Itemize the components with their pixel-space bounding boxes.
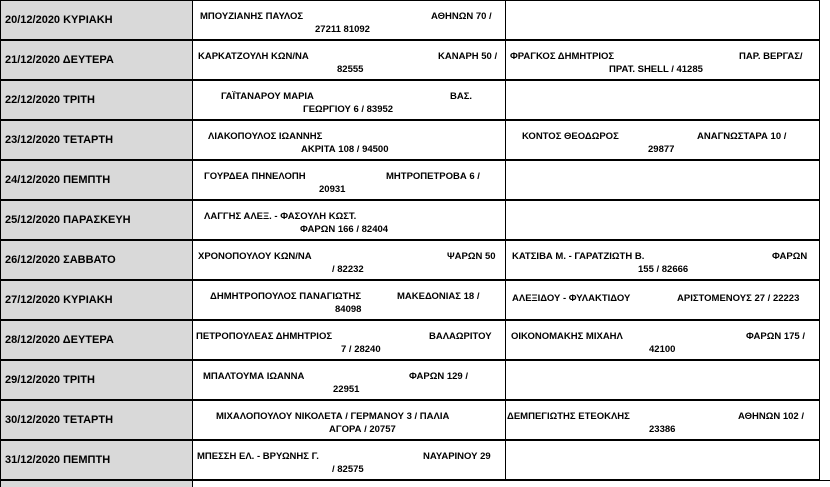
pharmacy-cell-1[interactable] bbox=[193, 440, 506, 480]
pharmacy-address: ΑΘΗΝΩΝ 70 / bbox=[431, 11, 492, 22]
table-row bbox=[0, 120, 830, 160]
pharmacy-name: ΓΑΪΤΑΝΑΡΟΥ ΜΑΡΙΑ bbox=[221, 91, 314, 102]
date-cell[interactable]: 27/12/2020 ΚΥΡΙΑΚΗ bbox=[0, 280, 193, 320]
pharmacy-cell-1[interactable] bbox=[193, 400, 506, 440]
pharmacy-name: ΚΟΝΤΟΣ ΘΕΟΔΩΡΟΣ bbox=[522, 131, 619, 142]
pharmacy-name: ΟΙΚΟΝΟΜΑΚΗΣ ΜΙΧΑΗΛ bbox=[511, 331, 623, 342]
pharmacy-cell-1[interactable] bbox=[193, 120, 506, 160]
pharmacy-phone: 27211 81092 bbox=[315, 24, 370, 35]
pharmacy-phone: 84098 bbox=[335, 304, 362, 315]
pharmacy-name: ΜΠΟΥΖΙΑΝΗΣ ΠΑΥΛΟΣ bbox=[200, 11, 304, 22]
pharmacy-name: ΧΡΟΝΟΠΟΥΛΟΥ ΚΩΝ/ΝΑ bbox=[198, 251, 312, 262]
pharmacy-address: ΚΑΝΑΡΗ 50 / bbox=[438, 51, 498, 62]
pharmacy-cell-2[interactable] bbox=[506, 80, 820, 120]
pharmacy-cell-1[interactable] bbox=[193, 200, 506, 240]
table-row bbox=[0, 200, 830, 240]
pharmacy-phone: ΑΚΡΙΤΑ 108 / 94500 bbox=[301, 144, 389, 155]
pharmacy-address: ΒΑΛΑΩΡΙΤΟΥ bbox=[429, 331, 492, 342]
pharmacy-phone: 7 / 28240 bbox=[341, 344, 381, 355]
pharmacy-phone: ΦΑΡΩΝ 166 / 82404 bbox=[300, 224, 389, 235]
pharmacy-cell-2[interactable] bbox=[506, 40, 820, 80]
table-row bbox=[0, 280, 830, 320]
pharmacy-name: ΚΑΡΚΑΤΖΟΥΛΗ ΚΩΝ/ΝΑ bbox=[198, 51, 309, 62]
date-cell[interactable]: 31/12/2020 ΠΕΜΠΤΗ bbox=[0, 440, 193, 480]
pharmacy-name: ΛΑΓΓΗΣ ΑΛΕΞ. - ΦΑΣΟΥΛΗ ΚΩΣΤ. bbox=[204, 211, 357, 222]
pharmacy-address: ΦΑΡΩΝ 175 / bbox=[746, 331, 805, 342]
pharmacy-phone: 42100 bbox=[649, 344, 676, 355]
table-row bbox=[0, 160, 830, 200]
date-cell[interactable]: 28/12/2020 ΔΕΥΤΕΡΑ bbox=[0, 320, 193, 360]
pharmacy-phone: ΑΓΟΡΑ / 20757 bbox=[329, 424, 396, 435]
pharmacy-address: ΦΑΡΩΝ bbox=[772, 251, 808, 262]
date-cell[interactable]: 20/12/2020 ΚΥΡΙΑΚΗ bbox=[0, 0, 193, 40]
pharmacy-address: ΑΘΗΝΩΝ 102 / bbox=[738, 411, 804, 422]
pharmacy-cell-1[interactable] bbox=[193, 160, 506, 200]
pharmacy-address: ΜΑΚΕΔΟΝΙΑΣ 18 / bbox=[397, 291, 480, 302]
pharmacy-address: ΜΗΤΡΟΠΕΤΡΟΒΑ 6 / bbox=[386, 171, 480, 182]
pharmacy-address: ΑΡΙΣΤΟΜΕΝΟΥΣ 27 / 22223 bbox=[677, 293, 800, 304]
date-cell[interactable]: 29/12/2020 ΤΡΙΤΗ bbox=[0, 360, 193, 400]
pharmacy-cell-1[interactable] bbox=[193, 40, 506, 80]
date-cell[interactable]: 25/12/2020 ΠΑΡΑΣΚΕΥΗ bbox=[0, 200, 193, 240]
date-cell[interactable]: 24/12/2020 ΠΕΜΠΤΗ bbox=[0, 160, 193, 200]
pharmacy-cell-2[interactable] bbox=[506, 280, 820, 320]
table-row bbox=[0, 440, 830, 480]
pharmacy-name: ΜΙΧΑΛΟΠΟΥΛΟΥ ΝΙΚΟΛΕΤΑ / ΓΕΡΜΑΝΟΥ 3 / ΠΑΛΙΑ bbox=[216, 411, 450, 422]
pharmacy-name: ΓΟΥΡΔΕΑ ΠΗΝΕΛΟΠΗ bbox=[204, 171, 306, 182]
pharmacy-address: ΦΑΡΩΝ 129 / bbox=[409, 371, 468, 382]
pharmacy-cell-2[interactable] bbox=[506, 120, 820, 160]
pharmacy-phone: ΓΕΩΡΓΙΟΥ 6 / 83952 bbox=[303, 104, 394, 115]
table-row bbox=[0, 40, 830, 80]
pharmacy-phone: 29877 bbox=[648, 144, 675, 155]
pharmacy-name: ΑΛΕΞΙΔΟΥ - ΦΥΛΑΚΤΙΔΟΥ bbox=[512, 293, 631, 304]
pharmacy-phone: 82555 bbox=[337, 64, 364, 75]
pharmacy-name: ΛΙΑΚΟΠΟΥΛΟΣ ΙΩΑΝΝΗΣ bbox=[208, 131, 323, 142]
pharmacy-cell-1[interactable] bbox=[193, 320, 506, 360]
table-row bbox=[0, 320, 830, 360]
pharmacy-cell-2[interactable] bbox=[506, 240, 820, 280]
pharmacy-cell-2[interactable] bbox=[506, 0, 820, 40]
pharmacy-name: ΚΑΤΣΙΒΑ Μ. - ΓΑΡΑΤΖΙΩΤΗ Β. bbox=[512, 251, 645, 262]
pharmacy-cell-2[interactable] bbox=[506, 320, 820, 360]
pharmacy-phone: / 82575 bbox=[332, 464, 364, 475]
table-row bbox=[0, 80, 830, 120]
pharmacy-name: ΜΠΑΛΤΟΥΜΑ ΙΩΑΝΝΑ bbox=[203, 371, 305, 382]
pharmacy-name: ΔΕΜΠΕΓΙΩΤΗΣ ΕΤΕΟΚΛΗΣ bbox=[507, 411, 630, 422]
table-row bbox=[0, 360, 830, 400]
pharmacy-cell-1[interactable] bbox=[193, 240, 506, 280]
pharmacy-phone: 22951 bbox=[333, 384, 360, 395]
pharmacy-phone: 20931 bbox=[319, 184, 346, 195]
pharmacy-cell-1[interactable] bbox=[193, 0, 506, 40]
pharmacy-cell-1[interactable] bbox=[193, 80, 506, 120]
pharmacy-cell-2[interactable] bbox=[506, 160, 820, 200]
pharmacy-name: ΠΕΤΡΟΠΟΥΛΕΑΣ ΔΗΜΗΤΡΙΟΣ bbox=[196, 331, 333, 342]
date-cell[interactable]: 21/12/2020 ΔΕΥΤΕΡΑ bbox=[0, 40, 193, 80]
date-cell[interactable]: 23/12/2020 ΤΕΤΑΡΤΗ bbox=[0, 120, 193, 160]
pharmacy-cell-1[interactable] bbox=[193, 360, 506, 400]
pharmacy-cell-2[interactable] bbox=[506, 400, 820, 440]
date-cell[interactable]: 30/12/2020 ΤΕΤΑΡΤΗ bbox=[0, 400, 193, 440]
table-row bbox=[0, 0, 830, 40]
table-row bbox=[0, 400, 830, 440]
pharmacy-phone: 155 / 82666 bbox=[638, 264, 689, 275]
pharmacy-address: ΠΑΡ. ΒΕΡΓΑΣ/ bbox=[739, 51, 803, 62]
pharmacy-name: ΜΠΕΣΣΗ ΕΛ. - ΒΡΥΩΝΗΣ Γ. bbox=[197, 451, 319, 462]
pharmacy-name: ΦΡΑΓΚΟΣ ΔΗΜΗΤΡΙΟΣ bbox=[510, 51, 615, 62]
pharmacy-cell-2[interactable] bbox=[506, 440, 820, 480]
date-cell[interactable]: 22/12/2020 ΤΡΙΤΗ bbox=[0, 80, 193, 120]
pharmacy-address: ΨΑΡΩΝ 50 bbox=[447, 251, 496, 262]
pharmacy-cell-1[interactable] bbox=[193, 280, 506, 320]
table-row bbox=[0, 240, 830, 280]
next-row-border bbox=[0, 480, 830, 487]
pharmacy-name: ΔΗΜΗΤΡΟΠΟΥΛΟΣ ΠΑΝΑΓΙΩΤΗΣ bbox=[210, 291, 362, 302]
pharmacy-phone: / 82232 bbox=[332, 264, 364, 275]
pharmacy-address: ΑΝΑΓΝΩΣΤΑΡΑ 10 / bbox=[697, 131, 787, 142]
pharmacy-cell-2[interactable] bbox=[506, 200, 820, 240]
pharmacy-address: ΒΑΣ. bbox=[450, 91, 473, 102]
pharmacy-phone: 23386 bbox=[649, 424, 676, 435]
pharmacy-cell-2[interactable] bbox=[506, 360, 820, 400]
date-cell[interactable]: 26/12/2020 ΣΑΒΒΑΤΟ bbox=[0, 240, 193, 280]
pharmacy-phone: ΠΡΑΤ. SHELL / 41285 bbox=[609, 64, 703, 75]
pharmacy-address: ΝΑΥΑΡΙΝΟΥ 29 bbox=[423, 451, 491, 462]
